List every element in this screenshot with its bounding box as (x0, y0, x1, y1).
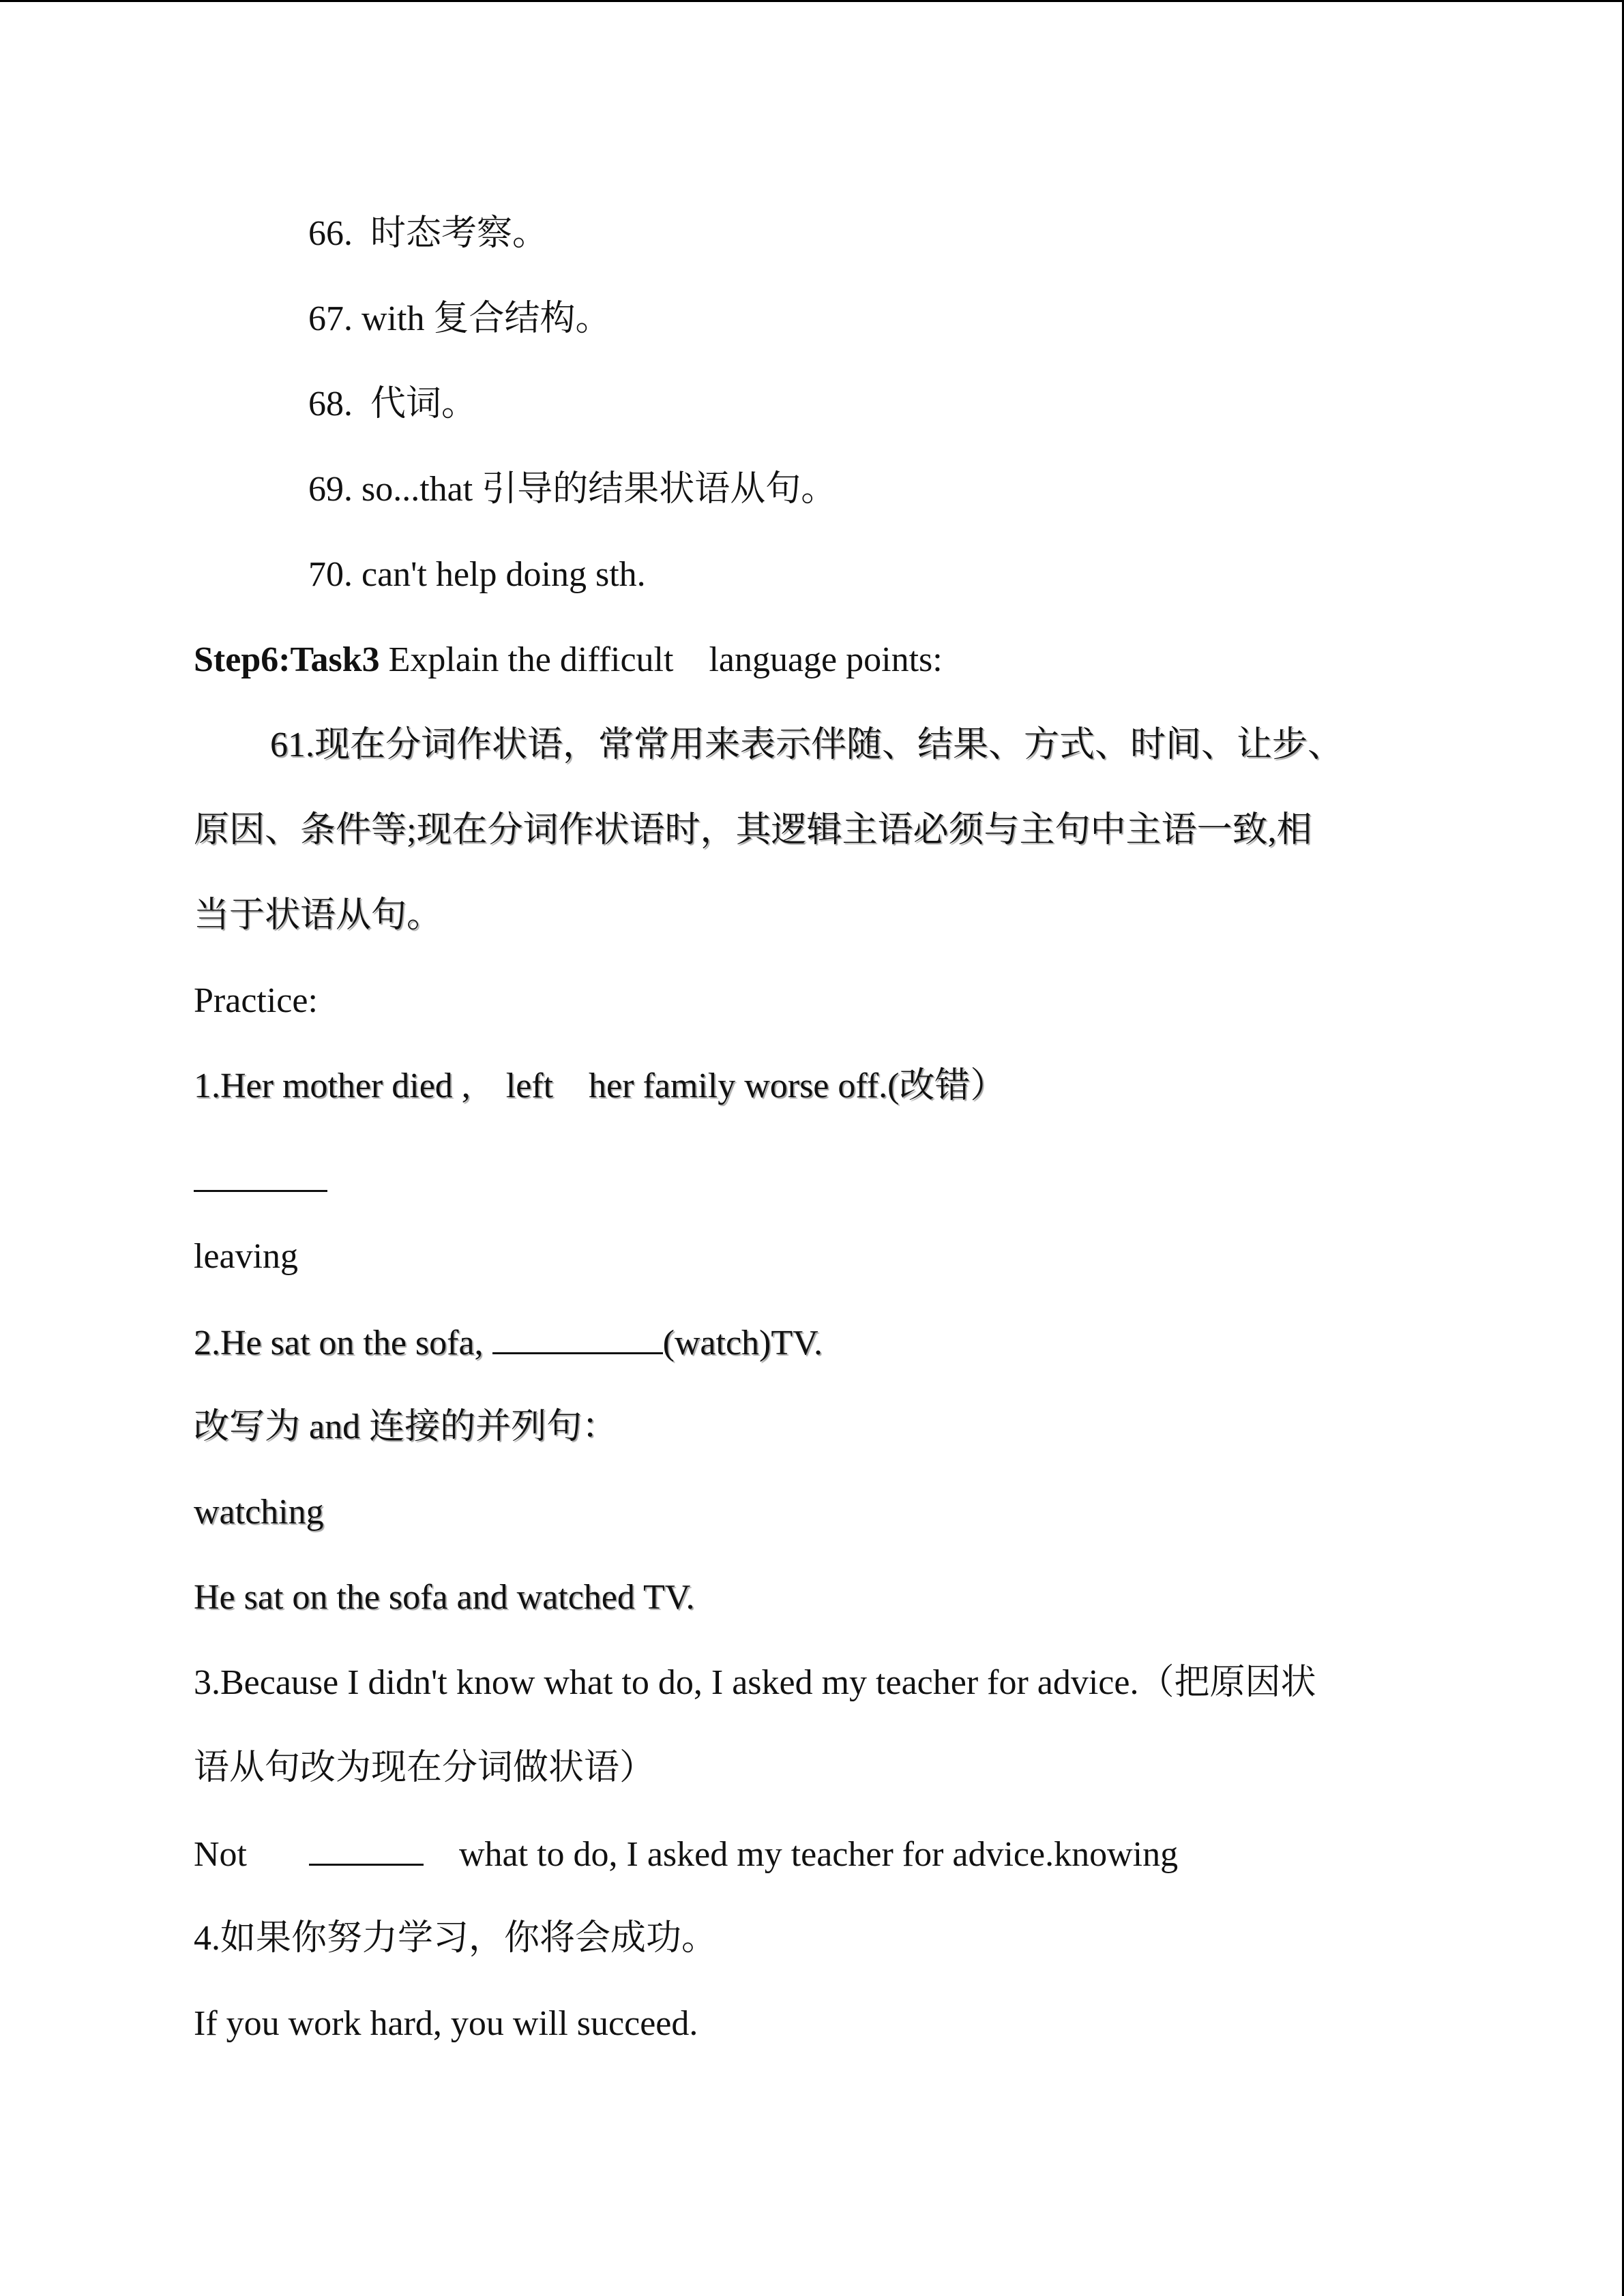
question-1: 1.Her mother died , left her family worse off.(改错） (194, 1067, 1006, 1105)
answer-2-sentence: He sat on the sofa and watched TV. (194, 1578, 695, 1617)
point-61-line-1: 61.现在分词作状语，常常用来表示伴随、结果、方式、时间、让步、 (270, 726, 1344, 764)
question-3-line-1: 3.Because I didn't know what to do, I asked my teacher for advice.（把原因状 (194, 1663, 1316, 1702)
question-2-before: 2.He sat on the sofa, (194, 1324, 492, 1362)
step-label: Step6:Task3 (194, 640, 380, 679)
step-heading (194, 638, 943, 683)
item-69: 69. so...that 引导的结果状语从句。 (308, 470, 837, 509)
question-2 (194, 1320, 823, 1366)
question-3-fill (194, 1831, 1178, 1877)
question-3-after: what to do, I asked my teacher for advice.knowing (424, 1835, 1179, 1874)
point-61-line-2: 原因、条件等;现在分词作状语时，其逻辑主语必须与主句中主语一致,相 (194, 811, 1312, 850)
question-4: 4.如果你努力学习，你将会成功。 (194, 1919, 718, 1958)
page-border-top (0, 0, 1624, 2)
point-61-line-3: 当于状语从句。 (194, 896, 443, 935)
question-2-after: (watch)TV. (662, 1324, 823, 1362)
question-2-blank (492, 1320, 663, 1354)
question-3-line-2: 语从句改为现在分词做状语） (194, 1748, 655, 1787)
step-text: Explain the difficult language points: (379, 640, 943, 679)
answer-4: If you work hard, you will succeed. (194, 2004, 698, 2043)
question-3-blank (309, 1831, 424, 1866)
practice-heading: Practice: (194, 981, 318, 1020)
question-3-before: Not (194, 1835, 309, 1874)
item-70: 70. can't help doing sth. (308, 555, 646, 594)
answer-1: leaving (194, 1237, 299, 1276)
item-68: 68. 代词。 (308, 385, 477, 423)
item-66: 66. 时态考察。 (308, 214, 548, 253)
answer-2: watching (194, 1493, 324, 1532)
question-2-note: 改写为 and 连接的并列句： (194, 1407, 618, 1446)
answer-blank-1 (194, 1190, 327, 1192)
item-67: 67. with 复合结构。 (308, 299, 611, 338)
